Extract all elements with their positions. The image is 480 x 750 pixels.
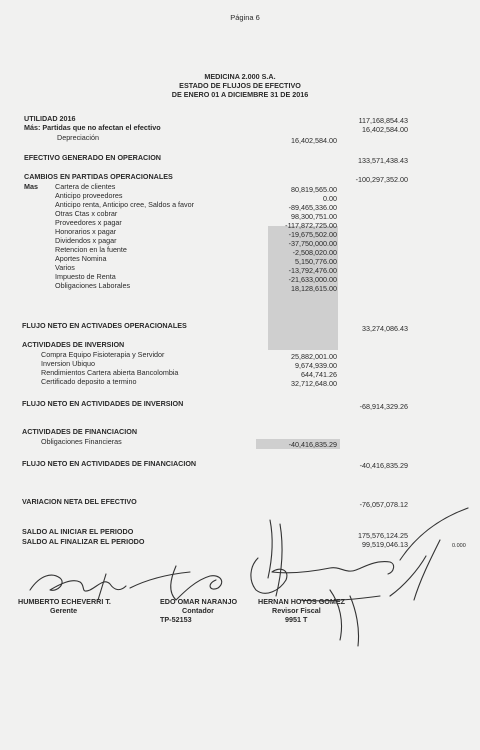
- inversion-item-value: 32,712,648.00: [291, 379, 337, 388]
- page-number: Página 6: [230, 13, 260, 22]
- cambios-item-label: Obligaciones Laborales: [55, 281, 131, 290]
- mas-partidas-value: 16,402,584.00: [362, 125, 408, 134]
- inversion-item-label: Inversion Ubiquo: [41, 359, 95, 368]
- signatory-role: Contador: [182, 606, 214, 615]
- efectivo-generado-label: EFECTIVO GENERADO EN OPERACION: [24, 153, 161, 162]
- inversion-item-label: Certificado deposito a termino: [41, 377, 137, 386]
- variacion-label: VARIACION NETA DEL EFECTIVO: [22, 497, 137, 506]
- inversion-item-value: 25,882,001.00: [291, 352, 337, 361]
- mas-partidas-label: Más: Partidas que no afectan el efectivo: [24, 123, 161, 132]
- depreciacion-value: 16,402,584.00: [291, 136, 337, 145]
- inversion-item-label: Rendimientos Cartera abierta Bancolombia: [41, 368, 179, 377]
- cambios-item-value: -89,465,336.00: [288, 203, 337, 212]
- cambios-label: CAMBIOS EN PARTIDAS OPERACIONALES: [24, 172, 173, 181]
- saldo-final-label: SALDO AL FINALIZAR EL PERIODO: [22, 537, 145, 546]
- cambios-item-value: 80,819,565.00: [291, 185, 337, 194]
- inversion-label: ACTIVIDADES DE INVERSION: [22, 340, 125, 349]
- cambios-item-value: 5,150,776.00: [295, 257, 337, 266]
- cambios-item-value: -2,508,020.00: [292, 248, 337, 257]
- cambios-item-label: Anticipo proveedores: [55, 191, 123, 200]
- cambios-item-value: -19,675,502.00: [288, 230, 337, 239]
- cambios-item-label: Otras Ctas x cobrar: [55, 209, 118, 218]
- side-value: 0.000: [452, 543, 466, 549]
- cambios-item-label: Honorarios x pagar: [55, 227, 117, 236]
- cambios-item-label: Anticipo renta, Anticipo cree, Saldos a favor: [55, 200, 195, 209]
- efectivo-generado-value: 133,571,438.43: [358, 156, 408, 165]
- cambios-item-value: 98,300,751.00: [291, 212, 337, 221]
- cambios-item-value: 0.00: [323, 194, 337, 203]
- saldo-final-value: 99,519,046.13: [362, 540, 408, 549]
- inversion-item-label: Compra Equipo Fisioterapia y Servidor: [41, 350, 165, 359]
- saldo-inicial-label: SALDO AL INICIAR EL PERIODO: [22, 527, 134, 536]
- company-name: MEDICINA 2.000 S.A.: [204, 72, 276, 81]
- signatory-role: Gerente: [50, 606, 78, 615]
- cambios-item-label: Cartera de clientes: [55, 182, 116, 191]
- cambios-item-value: 18,128,615.00: [291, 284, 337, 293]
- signatory-id: 9951 T: [285, 615, 308, 624]
- flujo-operacionales-label: FLUJO NETO EN ACTIVADES OPERACIONALES: [22, 321, 187, 330]
- flujo-inversion-value: -68,914,329.26: [359, 402, 408, 411]
- financiacion-label: ACTIVIDADES DE FINANCIACION: [22, 427, 138, 436]
- cambios-item-value: -117,872,725.00: [285, 221, 337, 230]
- cambios-item-label: Dividendos x pagar: [55, 236, 117, 245]
- cambios-total: -100,297,352.00: [355, 175, 408, 184]
- variacion-value: -76,057,078.12: [359, 500, 408, 509]
- cambios-mas-label: Mas: [24, 182, 38, 191]
- statement-period: DE ENERO 01 A DICIEMBRE 31 DE 2016: [171, 90, 309, 99]
- cambios-item-label: Proveedores x pagar: [55, 218, 122, 227]
- saldo-inicial-value: 175,576,124.25: [358, 531, 408, 540]
- signatory-id: TP-52153: [160, 615, 192, 624]
- signatory-role: Revisor Fiscal: [272, 606, 321, 615]
- cambios-item-label: Impuesto de Renta: [55, 272, 116, 281]
- cambios-item-label: Aportes Nomina: [55, 254, 107, 263]
- financiacion-item-value: -40,416,835.29: [288, 440, 337, 449]
- flujo-inversion-label: FLUJO NETO EN ACTIVIDADES DE INVERSION: [22, 399, 184, 408]
- signatory-name: HUMBERTO ECHEVERRI T.: [18, 597, 111, 606]
- flujo-financiacion-label: FLUJO NETO EN ACTIVIDADES DE FINANCIACION: [22, 459, 197, 468]
- inversion-item-value: 9,674,939.00: [295, 361, 337, 370]
- cambios-item-value: -13,792,476.00: [288, 266, 337, 275]
- cambios-item-label: Retencion en la fuente: [55, 245, 127, 254]
- flujo-financiacion-value: -40,416,835.29: [359, 461, 408, 470]
- utilidad-label: UTILIDAD 2016: [24, 114, 76, 123]
- cambios-item-value: -21,633,000.00: [288, 275, 337, 284]
- utilidad-value: 117,168,854.43: [358, 116, 408, 125]
- flujo-operacionales-value: 33,274,086.43: [362, 324, 408, 333]
- cambios-item-label: Varios: [55, 263, 75, 272]
- financiacion-item-label: Obligaciones Financieras: [41, 437, 122, 446]
- cambios-item-value: -37,750,000.00: [288, 239, 337, 248]
- statement-title: ESTADO DE FLUJOS DE EFECTIVO: [179, 81, 301, 90]
- signatory-name: HERNAN HOYOS GOMEZ: [258, 597, 346, 606]
- inversion-item-value: 644,741.26: [301, 370, 337, 379]
- signatory-name: EDO OMAR NARANJO: [160, 597, 238, 606]
- depreciacion-label: Depreciación: [57, 133, 99, 142]
